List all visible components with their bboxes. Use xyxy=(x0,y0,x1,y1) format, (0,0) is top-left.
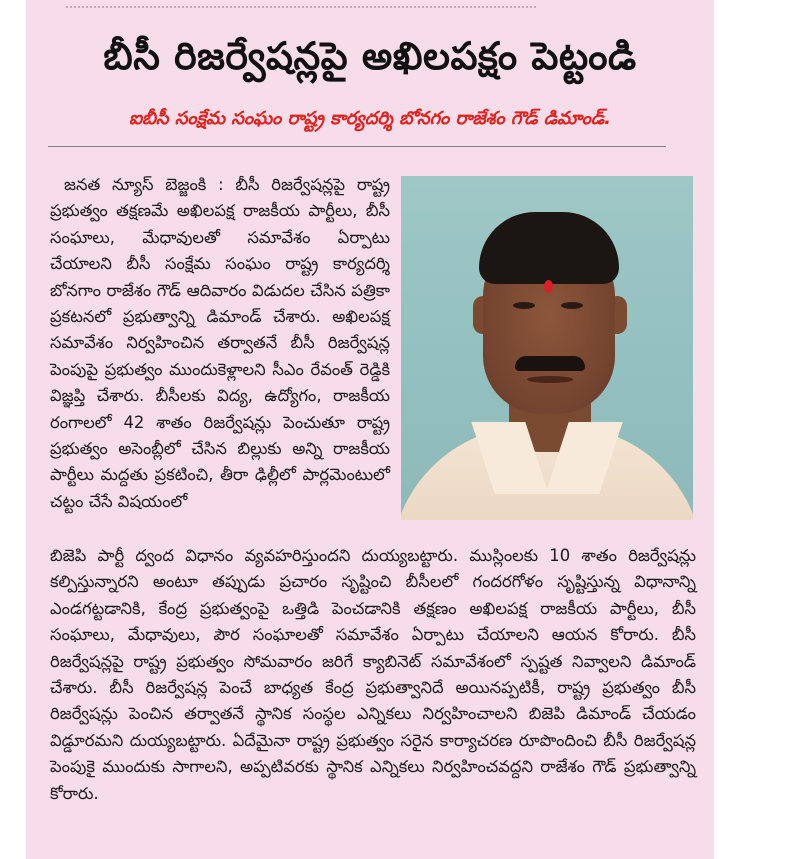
headline: బీసీ రిజర్వేషన్లపై అఖిలపక్షం పెట్టండి xyxy=(103,34,637,78)
photo-eye-right xyxy=(561,302,583,309)
photo-eye-left xyxy=(513,302,535,309)
photo-mustache xyxy=(515,356,585,371)
subheadline: ఐబీసీ సంక్షేమ సంఘం రాష్ట్ర కార్యదర్శి బోనగం రాజేశం గౌడ్ డిమాండ్. xyxy=(128,108,612,129)
news-clipping xyxy=(26,0,714,859)
body-column-text: జనత న్యూస్ బెజ్జంకి : బీసీ రిజర్వేషన్లపై రాష్ట్ర ప్రభుత్వం తక్షణమే అఖిలపక్ష రాజకీయ పార్టీలు, బీసీ సంఘాలు, మేధావులతో సమావేశం ఏర్పాటు చేయాలని బీసీ సంక్షేమ సంఘం రాష్ట్ర కార్యదర్శి బోనగాం రాజేశం గౌడ్ ఆదివారం విడుదల చేసిన పత్రికా ప్రకటనలో ప్రభుత్వాన్ని డిమాండ్ చేశారు. అఖిలపక్ష సమావేశం నిర్వహించిన తర్వాతనే బీసీ రిజర్వేషన్ల పెంపుపై ప్రభుత్వం ముందుకెళ్లాలని సీఎం రేవంత్ రెడ్డికి విజ్ఞప్తి చేశారు. బీసీలకు విద్య, ఉద్యోగం, రాజకీయ రంగాలలో 42 శాతం రిజర్వేషన్లు పెంచుతూ రాష్ట్ర ప్రభుత్వం అసెంబ్లీలో చేసిన బిల్లుకు అన్ని రాజకీయ పార్టీలు మద్దతు ప్రకటించి, తీరా ఢిల్లీలో పార్లమెంటులో చట్టం చేసే విషయంలో xyxy=(50,175,390,511)
photo-tilak xyxy=(544,280,553,293)
divider xyxy=(48,146,666,147)
cut-previous-text xyxy=(66,0,536,8)
photo-mouth xyxy=(527,376,573,383)
body-full-text: బిజెపి పార్టీ ద్వంద విధానం వ్యవహరిస్తుందని దుయ్యబట్టారు. ముస్లింలకు 10 శాతం రిజర్వేషన్లు కల్పిస్తున్నారని అంటూ తప్పుడు ప్రచారం సృష్టించి బీసీలలో గందరగోళం సృష్టిస్తున్న విధానాన్ని ఎండగట్టడానికి, కేంద్ర ప్రభుత్వంపై ఒత్తిడి పెంచడానికి తక్షణం అఖిలపక్ష రాజకీయ పార్టీలు, బీసీ సంఘాలు, మేధావులు, పౌర సంఘాలతో సమావేశం ఏర్పాటు చేయాలని ఆయన కోరారు. బీసీ రిజర్వేషన్లపై రాష్ట్ర ప్రభుత్వం సోమవారం జరిగే క్యాబినెట్ సమావేశంలో స్పష్టత నివ్వాలని డిమాండ్ చేశారు. బీసీ రిజర్వేషన్ల పెంచే బాధ్యత కేంద్ర ప్రభుత్వానిదే అయినప్పటికీ, రాష్ట్ర ప్రభుత్వం బీసీ రిజర్వేషన్లు పెంచిన తర్వాతనే స్థానిక సంస్థల ఎన్నికలు నిర్వహించాలని బిజెపి డిమాండ్ చేయడం విడ్డూరమని దుయ్యబట్టారు. ఏదేమైనా రాష్ట్ర ప్రభుత్వం సరైన కార్యాచరణ రూపొందించి బీసీ రిజర్వేషన్ల పెంపుకై ముందుకు సాగాలని, అప్పటివరకు స్థానిక ఎన్నికలు నిర్వహించవద్దని రాజేశం గౌడ్ ప్రభుత్వాన్ని కోరారు. xyxy=(50,546,696,803)
photo-hair xyxy=(479,212,619,284)
portrait-photo xyxy=(401,176,693,520)
